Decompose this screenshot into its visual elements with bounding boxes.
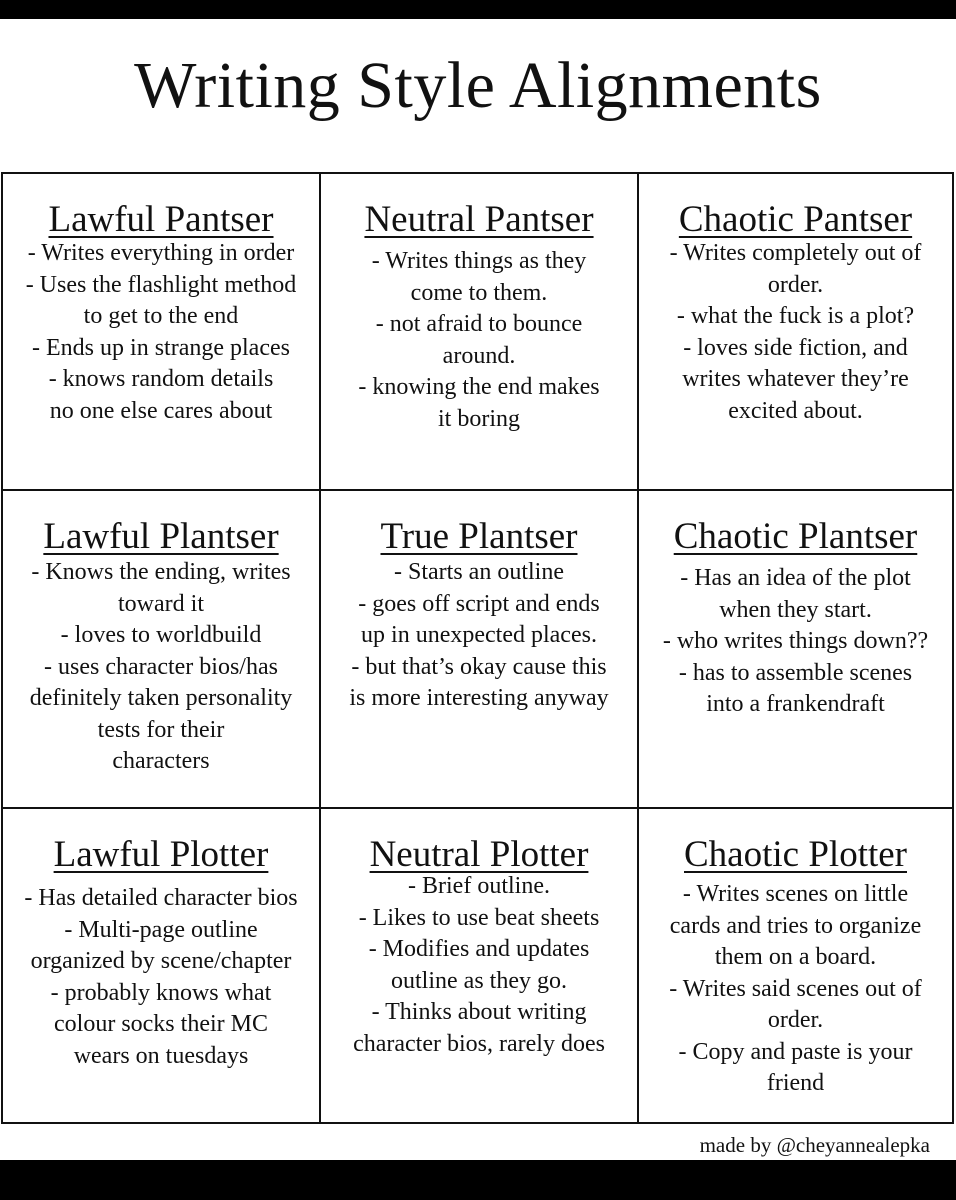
- cell-line: them on a board.: [714, 944, 877, 970]
- author-credit: made by @cheyannealepka: [699, 1133, 930, 1157]
- cell-line: - Writes said scenes out of: [669, 975, 922, 1002]
- cell-line: - Brief outline.: [408, 873, 550, 899]
- cell-line: - Writes scenes on little: [682, 881, 909, 907]
- cell-true-plantser: [321, 491, 639, 809]
- cell-line: to get to the end: [83, 303, 239, 329]
- cell-line: tests for their: [97, 716, 225, 743]
- cell-line: friend: [766, 1070, 825, 1096]
- cell-line: it boring: [438, 405, 520, 432]
- cell-line: - Uses the flashlight method: [25, 271, 297, 298]
- cell-line: - Writes things as they: [371, 248, 587, 274]
- cell-line: character bios, rarely does: [353, 1030, 605, 1057]
- cell-line: around.: [442, 342, 516, 369]
- cell-line: - Starts an outline: [394, 559, 564, 585]
- cell-line: toward it: [118, 590, 204, 617]
- cell-line: - Ends up in strange places: [32, 334, 290, 361]
- cell-heading: True Plantser: [380, 516, 578, 557]
- cell-line: organized by scene/chapter: [30, 948, 292, 974]
- cell-line: - Writes completely out of: [669, 240, 922, 266]
- cell-heading: Neutral Plotter: [369, 834, 589, 875]
- cell-line: - goes off script and ends: [358, 590, 600, 617]
- cell-line: - Thinks about writing: [371, 999, 587, 1025]
- cell-heading: Chaotic Plantser: [673, 516, 918, 557]
- cell-lawful-pantser: [3, 174, 321, 491]
- cell-heading: Chaotic Plotter: [684, 834, 907, 875]
- cell-line: - loves side fiction, and: [683, 334, 908, 361]
- cell-line: - loves to worldbuild: [60, 622, 262, 648]
- cell-line: writes whatever they’re: [682, 366, 909, 392]
- cell-line: definitely taken personality: [29, 685, 293, 711]
- cell-line: characters: [112, 748, 210, 774]
- page-title: Writing Style Alignments: [134, 49, 822, 122]
- cell-line: - Knows the ending, writes: [31, 559, 291, 585]
- cell-line: - has to assemble scenes: [678, 659, 913, 686]
- cell-lawful-plantser: [3, 491, 321, 809]
- cell-chaotic-plantser: [639, 491, 952, 809]
- cell-neutral-plotter: [321, 809, 639, 1122]
- cell-line: - uses character bios/has: [44, 653, 278, 680]
- cell-line: - knowing the end makes: [358, 374, 600, 400]
- cell-neutral-pantser: [321, 174, 639, 491]
- cell-line: - what the fuck is a plot?: [676, 303, 915, 329]
- cell-line: - who writes things down??: [662, 628, 929, 654]
- cell-line: - Multi-page outline: [64, 916, 258, 943]
- cell-line: cards and tries to organize: [669, 912, 922, 939]
- cell-line: excited about.: [728, 397, 863, 424]
- cell-heading: Lawful Pantser: [48, 199, 274, 240]
- cell-heading: Lawful Plotter: [53, 834, 269, 875]
- cell-line: order.: [767, 271, 824, 298]
- cell-heading: Lawful Plantser: [43, 516, 279, 557]
- cell-chaotic-plotter: [639, 809, 952, 1122]
- cell-line: come to them.: [410, 279, 548, 306]
- cell-line: wears on tuesdays: [73, 1042, 249, 1069]
- alignment-chart-page: [0, 19, 956, 1160]
- cell-line: - Copy and paste is your: [678, 1038, 913, 1065]
- cell-heading: Chaotic Pantser: [678, 199, 913, 240]
- alignment-grid: [1, 172, 954, 1124]
- cell-line: colour socks their MC: [54, 1011, 268, 1037]
- cell-line: - but that’s okay cause this: [351, 653, 607, 680]
- cell-line: - not afraid to bounce: [375, 311, 583, 337]
- cell-line: - Writes everything in order: [27, 240, 295, 266]
- cell-chaotic-pantser: [639, 174, 952, 491]
- cell-line: - Likes to use beat sheets: [358, 904, 600, 931]
- cell-line: into a frankendraft: [706, 691, 885, 717]
- cell-heading: Neutral Pantser: [364, 199, 594, 240]
- cell-line: no one else cares about: [49, 397, 273, 424]
- cell-line: - Has detailed character bios: [24, 885, 298, 911]
- cell-line: - knows random details: [48, 366, 274, 392]
- cell-line: - Has an idea of the plot: [680, 565, 911, 591]
- cell-lawful-plotter: [3, 809, 321, 1122]
- cell-line: is more interesting anyway: [349, 685, 609, 711]
- cell-line: order.: [767, 1007, 824, 1033]
- cell-line: - probably knows what: [50, 979, 272, 1006]
- cell-line: up in unexpected places.: [361, 622, 597, 648]
- cell-line: when they start.: [719, 596, 872, 623]
- cell-line: outline as they go.: [391, 967, 567, 994]
- cell-line: - Modifies and updates: [368, 936, 590, 962]
